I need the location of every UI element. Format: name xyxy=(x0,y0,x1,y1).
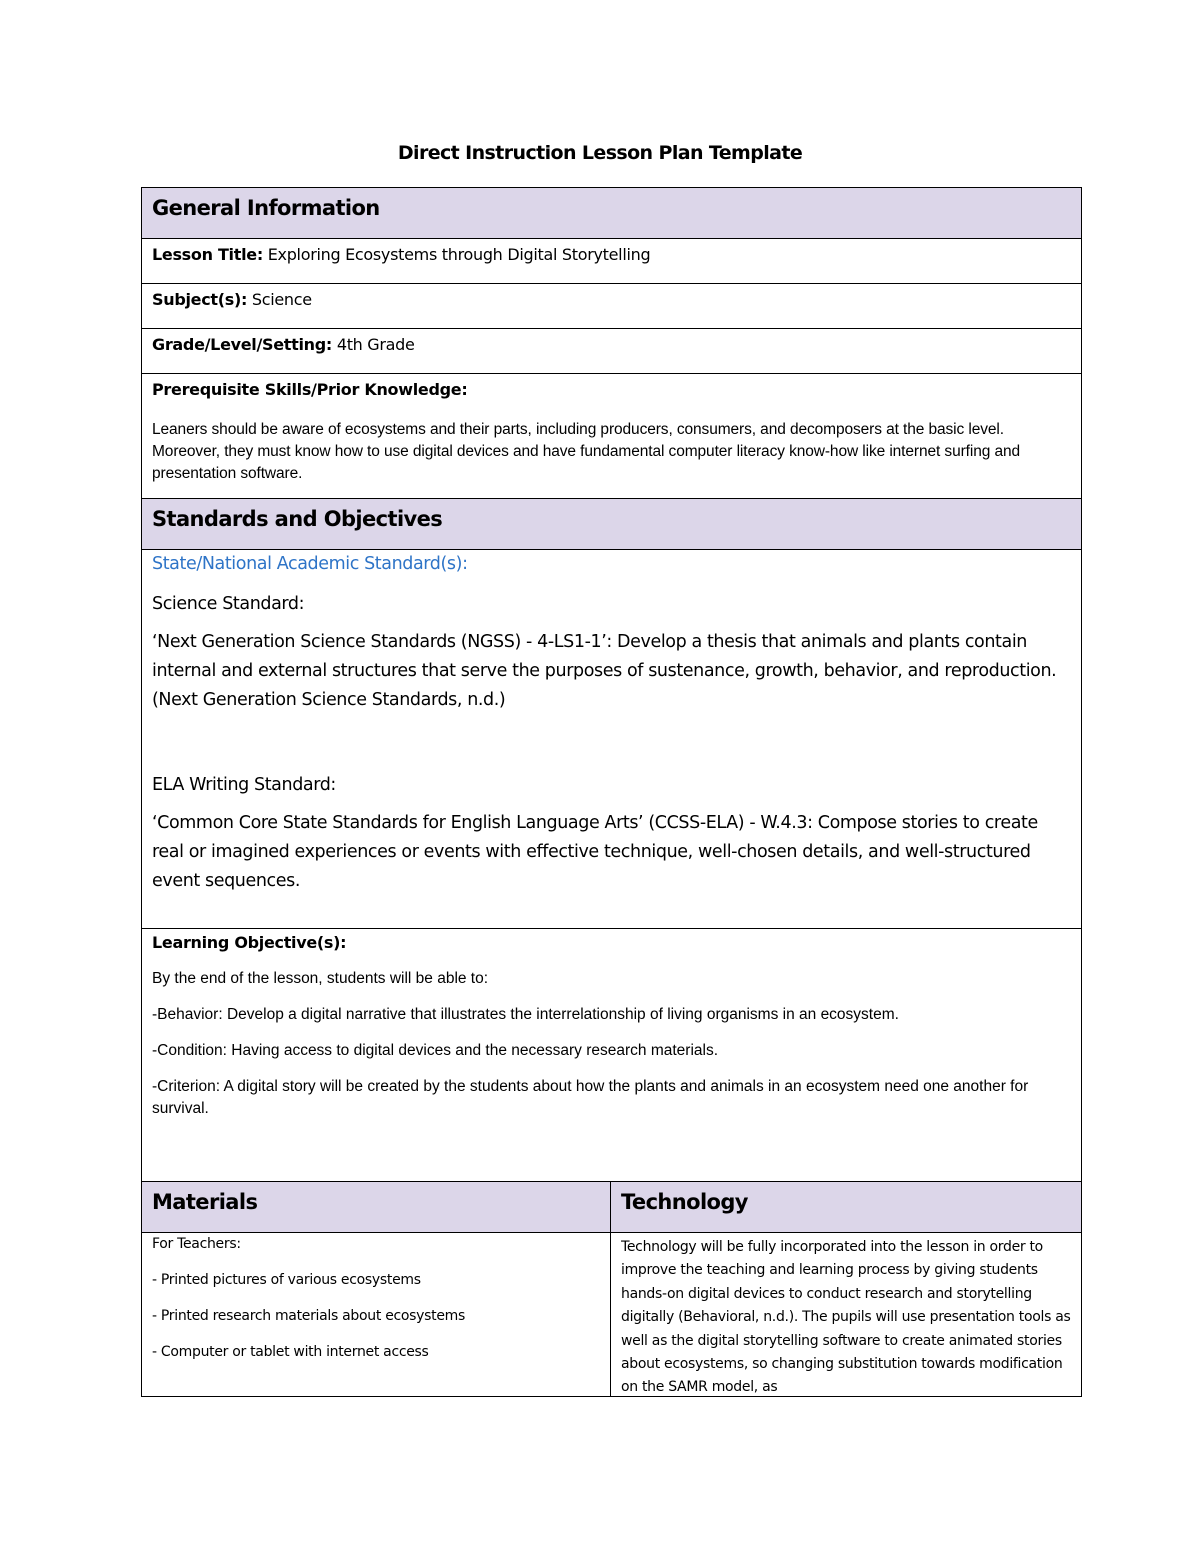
lesson-plan-table xyxy=(141,187,1082,1397)
lesson-title-value: Exploring Ecosystems through Digital Storytelling xyxy=(262,245,651,264)
objectives-intro: By the end of the lesson, students will be able to: xyxy=(152,970,489,987)
subjects-value: Science xyxy=(247,290,312,309)
technology-text: Technology will be fully incorporated into the lesson in order to improve the teaching and learning process by giving students hands-on digital devices to conduct research and storytelling digitally (Behavioral, n.d.). The pupils will use presentation tools as well as the digital storytelling software to create animated stories about ecosystems, so changing substitution towards modification on the SAMR model, as xyxy=(621,1239,1071,1396)
materials-heading: Materials xyxy=(152,1190,258,1214)
subjects-row xyxy=(142,284,1082,329)
lesson-title-row xyxy=(142,239,1082,284)
learning-objectives-label: Learning Objective(s): xyxy=(152,933,347,952)
objective-criterion: -Criterion: A digital story will be created by the students about how the plants and animals in an ecosystem need one another for survival. xyxy=(152,1078,1029,1117)
objective-condition: -Condition: Having access to digital devices and the necessary research materials. xyxy=(152,1042,719,1059)
prerequisite-text: Leaners should be aware of ecosystems and their parts, including producers, consumers, and decomposers at the basic level. Moreover, they must know how to use digital devices and have fundamental computer literacy know-how like internet surfing and presentation software. xyxy=(152,421,1021,482)
grade-label: Grade/Level/Setting: xyxy=(152,335,333,354)
technology-header xyxy=(611,1182,1082,1233)
document-title: Direct Instruction Lesson Plan Template xyxy=(397,142,803,164)
ela-standard-label: ELA Writing Standard: xyxy=(152,775,336,795)
materials-item: - Printed research materials about ecosystems xyxy=(152,1308,465,1324)
materials-item: - Printed pictures of various ecosystems xyxy=(152,1272,421,1288)
ela-standard-text: ‘Common Core State Standards for English Language Arts’ (CCSS-ELA) - W.4.3: Compose stories to create real or imagined experiences or events with effective technique, well-chosen details, and well-structured event sequences. xyxy=(152,813,1038,891)
prerequisite-label: Prerequisite Skills/Prior Knowledge: xyxy=(152,380,468,399)
materials-header xyxy=(142,1182,611,1233)
lesson-title-label: Lesson Title: xyxy=(152,245,263,264)
objective-behavior: -Behavior: Develop a digital narrative that illustrates the interrelationship of living organisms in an ecosystem. xyxy=(152,1006,899,1023)
standards-header xyxy=(142,499,1082,550)
learning-objectives-row xyxy=(142,929,1082,1182)
science-standard-label: Science Standard: xyxy=(152,594,305,614)
grade-value: 4th Grade xyxy=(332,335,415,354)
science-standard-text: ‘Next Generation Science Standards (NGSS) - 4-LS1-1’: Develop a thesis that animals and plants contain internal and external structures that serve the purposes of sustenance, growth, behavior, and reproduction. (Next Generation Science Standards, n.d.) xyxy=(152,632,1057,710)
standards-heading: Standards and Objectives xyxy=(152,507,443,531)
subjects-label: Subject(s): xyxy=(152,290,248,309)
general-information-header xyxy=(142,188,1082,239)
academic-standards-label: State/National Academic Standard(s): xyxy=(152,554,468,574)
materials-for-teachers: For Teachers: xyxy=(152,1236,241,1252)
technology-heading: Technology xyxy=(621,1190,748,1214)
technology-cell xyxy=(611,1233,1082,1397)
materials-item: - Computer or tablet with internet access xyxy=(152,1344,429,1360)
standards-row xyxy=(142,550,1082,929)
grade-row xyxy=(142,329,1082,374)
prerequisite-row xyxy=(142,374,1082,499)
general-information-heading: General Information xyxy=(152,196,380,220)
materials-cell xyxy=(142,1233,611,1397)
